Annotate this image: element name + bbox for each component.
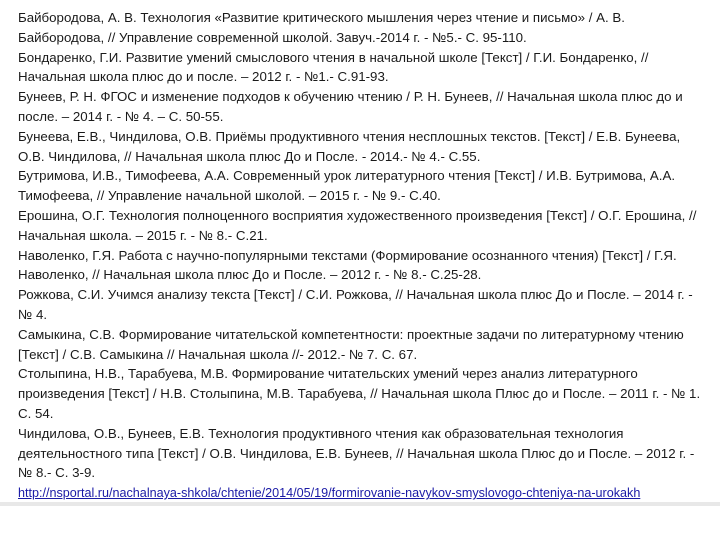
bottom-divider [0, 502, 720, 506]
reference-item: Бунеев, Р. Н. ФГОС и изменение подходов к обучению чтению / Р. Н. Бунеев, // Начальная школа плюс до и после. – 2014 г. - № 4. – С. 50-55. [18, 89, 683, 124]
reference-item: Ерошина, О.Г. Технология полноценного восприятия художественного произведения [Текст] / О.Г. Ерошина, // Начальная школа. – 2015 г. - № 8.- С.21. [18, 207, 697, 243]
reference-item: Бутримова, И.В., Тимофеева, А.А. Современный урок литературного чтения [Текст] / И.В. Бутримова, А.А. Тимофеева, // Управление начальной школой. – 2015 г. - № 9.- С.40. [18, 168, 676, 204]
source-link[interactable]: http://nsportal.ru/nachalnaya-shkola/chtenie/2014/05/19/formirovanie-navykov-smyslovogo-chteniya-na-urokakh [18, 486, 641, 501]
reference-item: Бунеева, Е.В., Чиндилова, О.В. Приёмы продуктивного чтения несплошных текстов. [Текст] / Е.В. Бунеева, О.В. Чиндилова, // Начальная школа плюс До и После. - 2014.- № 4.- С.55. [18, 128, 681, 164]
reference-link-line [18, 483, 708, 504]
reference-item: Бондаренко, Г.И. Развитие умений смыслового чтения в начальной школе [Текст] / Г.И. Бондаренко, // Начальная школа плюс до и после. – 2012 г. - №1.- С.91-93. [18, 49, 649, 85]
reference-item: Байбородова, А. В. Технология «Развитие критического мышления через чтение и письмо» / А. В. Байбородова, // Управление современной школой. Завуч.-2014 г. - №5.- С. 95-110. [18, 10, 625, 45]
reference-item: Рожкова, С.И. Учимся анализу текста [Текст] / С.И. Рожкова, // Начальная школа плюс До и После. – 2014 г. - № 4. [18, 287, 693, 322]
reference-item: Наволенко, Г.Я. Работа с научно-популярными текстами (Формирование осознанного чтения) [Текст] / Г.Я. Наволенко, // Начальная школа плюс До и После. – 2012 г. - № 8.- С.25-28. [18, 247, 677, 283]
reference-item: Самыкина, С.В. Формирование читательской компетентности: проектные задачи по литературному чтению [Текст] / С.В. Самыкина // Начальная школа //- 2012.- № 7. С. 67. [18, 326, 684, 362]
reference-item: Чиндилова, О.В., Бунеев, Е.В. Технология продуктивного чтения как образовательная технология деятельностного типа [Текст] / О.В. Чиндилова, Е.В. Бунеев, // Начальная школа Плюс до и После. – 2012 г. - № 8.- С. 3-9. [18, 425, 695, 481]
reference-item: Столыпина, Н.В., Тарабуева, М.В. Формирование читательских умений через анализ литературного произведения [Текст] / Н.В. Столыпина, М.В. Тарабуева, // Начальная школа Плюс до и После. – 2011 г. - № 1. С. 54. [18, 366, 701, 421]
reference-list [18, 8, 708, 504]
